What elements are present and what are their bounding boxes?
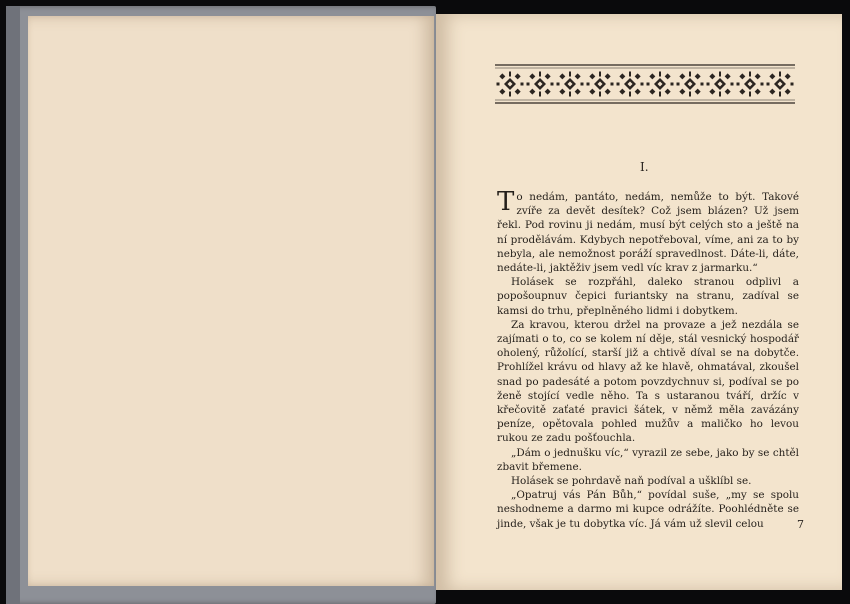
ornament-motif [767,72,794,97]
ornament-motif [707,72,734,97]
ornament-motif [647,72,674,97]
drop-cap: T [497,187,515,217]
paragraph-6: „Opatruj vás Pán Bůh,“ povídal suše, „my se spolu neshodneme a darmo mi kupce odrážíte. Poohlédněte se jinde, však je tu dobytka víc. Já vám už slevil celou [497,489,799,530]
paragraph-3: Za kravou, kterou držel na provaze a jež nezdála se zajímati o to, co se kolem ní děje, stál vesnický hospodář oholený, růžolící, starší již a chtivě díval se na dobytče. Prohlížel krávu od hlavy až ke hlavě, ohmatával, zkoušel snad po padesáté a potom povzdychnuv si, podíval se po ženě stojící vedle něho. Ta s ustaranou tváří, držíc v křečovitě zaťaté pravici šátek, v němž měla zavázány peníze, opětovala pohled mužův a maličko ho levou rukou ze zadu pošťouchla. [497,318,799,445]
ornament-motif [737,72,764,97]
page-number: 7 [797,518,804,531]
cover-spine-edge [6,6,20,604]
paragraph-1 [497,187,799,275]
ornament-motif [587,72,614,97]
paragraph-1-text: o nedám, pantáto, nedám, nemůže to být. Takové zvíře za devět desítek? Což jsem blázen? Už jsem řekl. Pod rovinu ji nedám, musí být celých sto a ještě na ní prodělávám. Kdybych nepotřeboval, víme, ani za to by nebyla, ale nemožnost poráží spravedlnost. Dáte-li, dáte, nedáte-li, jaktěživ jsem vedl víc krav z jarmarku.“ [497,191,799,275]
folk-ornament-band-icon [495,64,795,104]
ornament-motif [527,72,554,97]
body-text [497,187,799,531]
left-page-blank [28,16,434,586]
ornament-motif [617,72,644,97]
paragraph-2: Holásek se rozpřáhl, daleko stranou odplivl a popošoupnuv čepici furiantsky na stranu, zadíval se kamsi do trhu, přeplněného lidmi i dobytkem. [497,276,799,317]
paragraph-5: Holásek se pohrdavě naň podíval a ušklíbl se. [511,475,752,488]
ornament-motif [497,72,524,97]
chapter-number: I. [640,160,649,174]
paragraph-4: „Dám o jednušku víc,“ vyrazil ze sebe, jako by se chtěl zbavit břemene. [497,446,799,473]
ornament-motif [557,72,584,97]
ornament-motif [677,72,704,97]
